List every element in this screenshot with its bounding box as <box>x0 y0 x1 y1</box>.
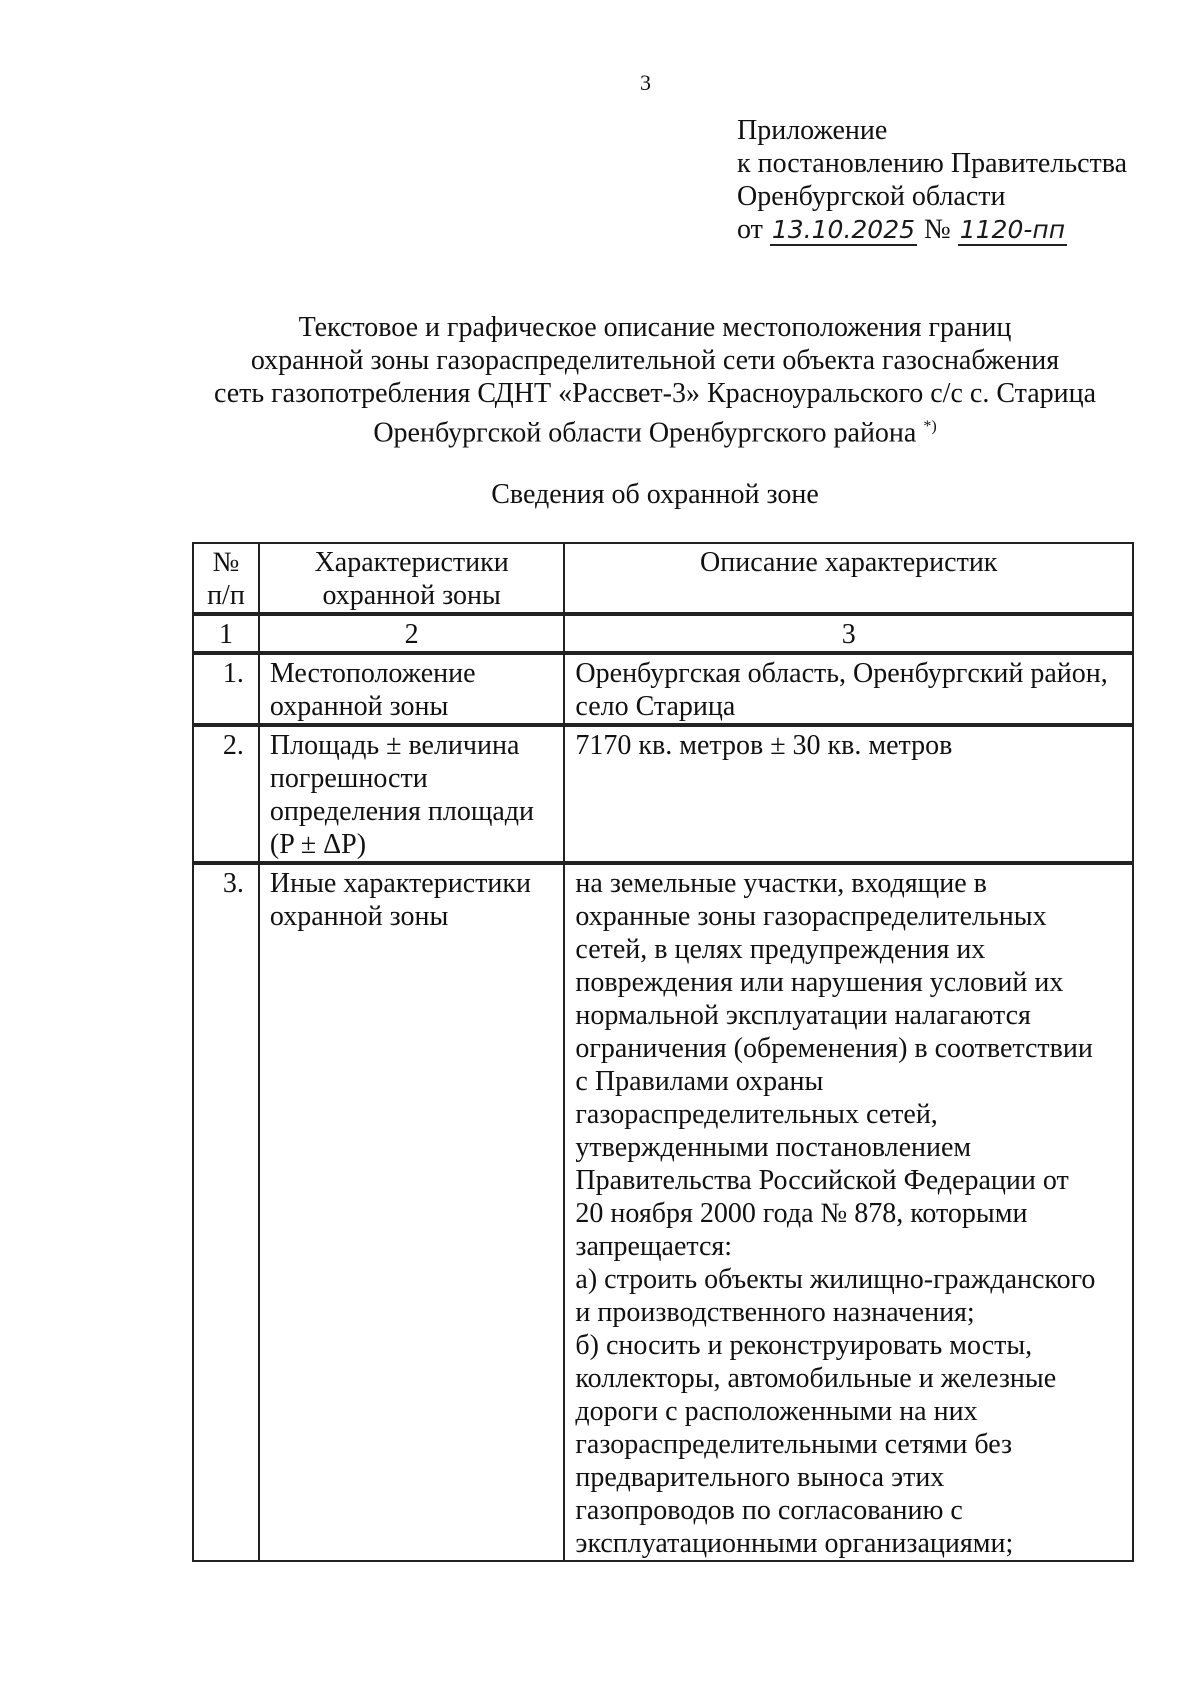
page-number: 3 <box>640 70 651 95</box>
title-line-3: сеть газопотребления СДНТ «Рассвет-3» Красноуральского с/с с. Старица <box>213 378 1097 409</box>
section-subtitle: Сведения об охранной зоне <box>491 479 819 510</box>
handwritten-number: 1120-пп <box>959 215 1066 244</box>
title-line-1: Текстовое и графическое описание местоположения границ <box>298 312 1012 343</box>
column-number-1: 1 <box>193 614 259 653</box>
row-number: 3. <box>193 863 259 1561</box>
zone-info-table <box>192 542 1134 1562</box>
column-number-2: 2 <box>259 614 565 653</box>
footnote-mark: *) <box>923 418 937 435</box>
column-number-row <box>193 614 1133 653</box>
row-description: Оренбургская область, Оренбургский район, село Старица <box>564 653 1133 725</box>
row-number: 2. <box>193 725 259 863</box>
title-line-2: охранной зоны газораспределительной сети объекта газоснабжения <box>250 345 1060 376</box>
row-characteristic: Иные характеристики охранной зоны <box>259 863 565 1561</box>
appendix-line-3: Оренбургской области <box>737 181 1006 212</box>
number-sign: № <box>924 214 951 245</box>
title-line-4 <box>0 410 1200 449</box>
row-description: 7170 кв. метров ± 30 кв. метров <box>564 725 1133 863</box>
header-characteristic: Характеристики охранной зоны <box>259 543 565 614</box>
header-description: Описание характеристик <box>564 543 1133 614</box>
document-title <box>0 311 1200 449</box>
row-description: на земельные участки, входящие в охранные зоны газораспределительных сетей, в целях предупреждения их повреждения или нарушения условий их нормальной эксплуатации налагаются ограничения (обременения) в соответствии с Правилами охраны газораспределительных сетей, утвержденными постановлением Правительства Российской Федерации от 20 ноября 2000 года № 878, которыми запрещается: а) строить объекты жилищно-гражданского и производственного назначения; б) сносить и реконструировать мосты, коллекторы, автомобильные и железные дороги с расположенными на них газораспределительными сетями без предварительного выноса этих газопроводов по согласованию с эксплуатационными организациями; <box>564 863 1133 1561</box>
table-row <box>193 725 1133 863</box>
table-row <box>193 653 1133 725</box>
table-header-row <box>193 543 1133 614</box>
row-characteristic: Площадь ± величина погрешности определения площади (P ± ΔP) <box>259 725 565 863</box>
appendix-date-line <box>737 213 1127 246</box>
row-characteristic: Местоположение охранной зоны <box>259 653 565 725</box>
appendix-line-2: к постановлению Правительства <box>737 148 1128 179</box>
appendix-line-1: Приложение <box>737 115 888 146</box>
column-number-3: 3 <box>564 614 1133 653</box>
date-prefix: от <box>737 214 763 245</box>
handwritten-date: 13.10.2025 <box>771 215 916 244</box>
table-row <box>193 863 1133 1561</box>
title-line-4-text: Оренбургской области Оренбургского района <box>373 417 917 449</box>
row-number: 1. <box>193 653 259 725</box>
header-number: № п/п <box>193 543 259 614</box>
appendix-block <box>737 114 1127 246</box>
